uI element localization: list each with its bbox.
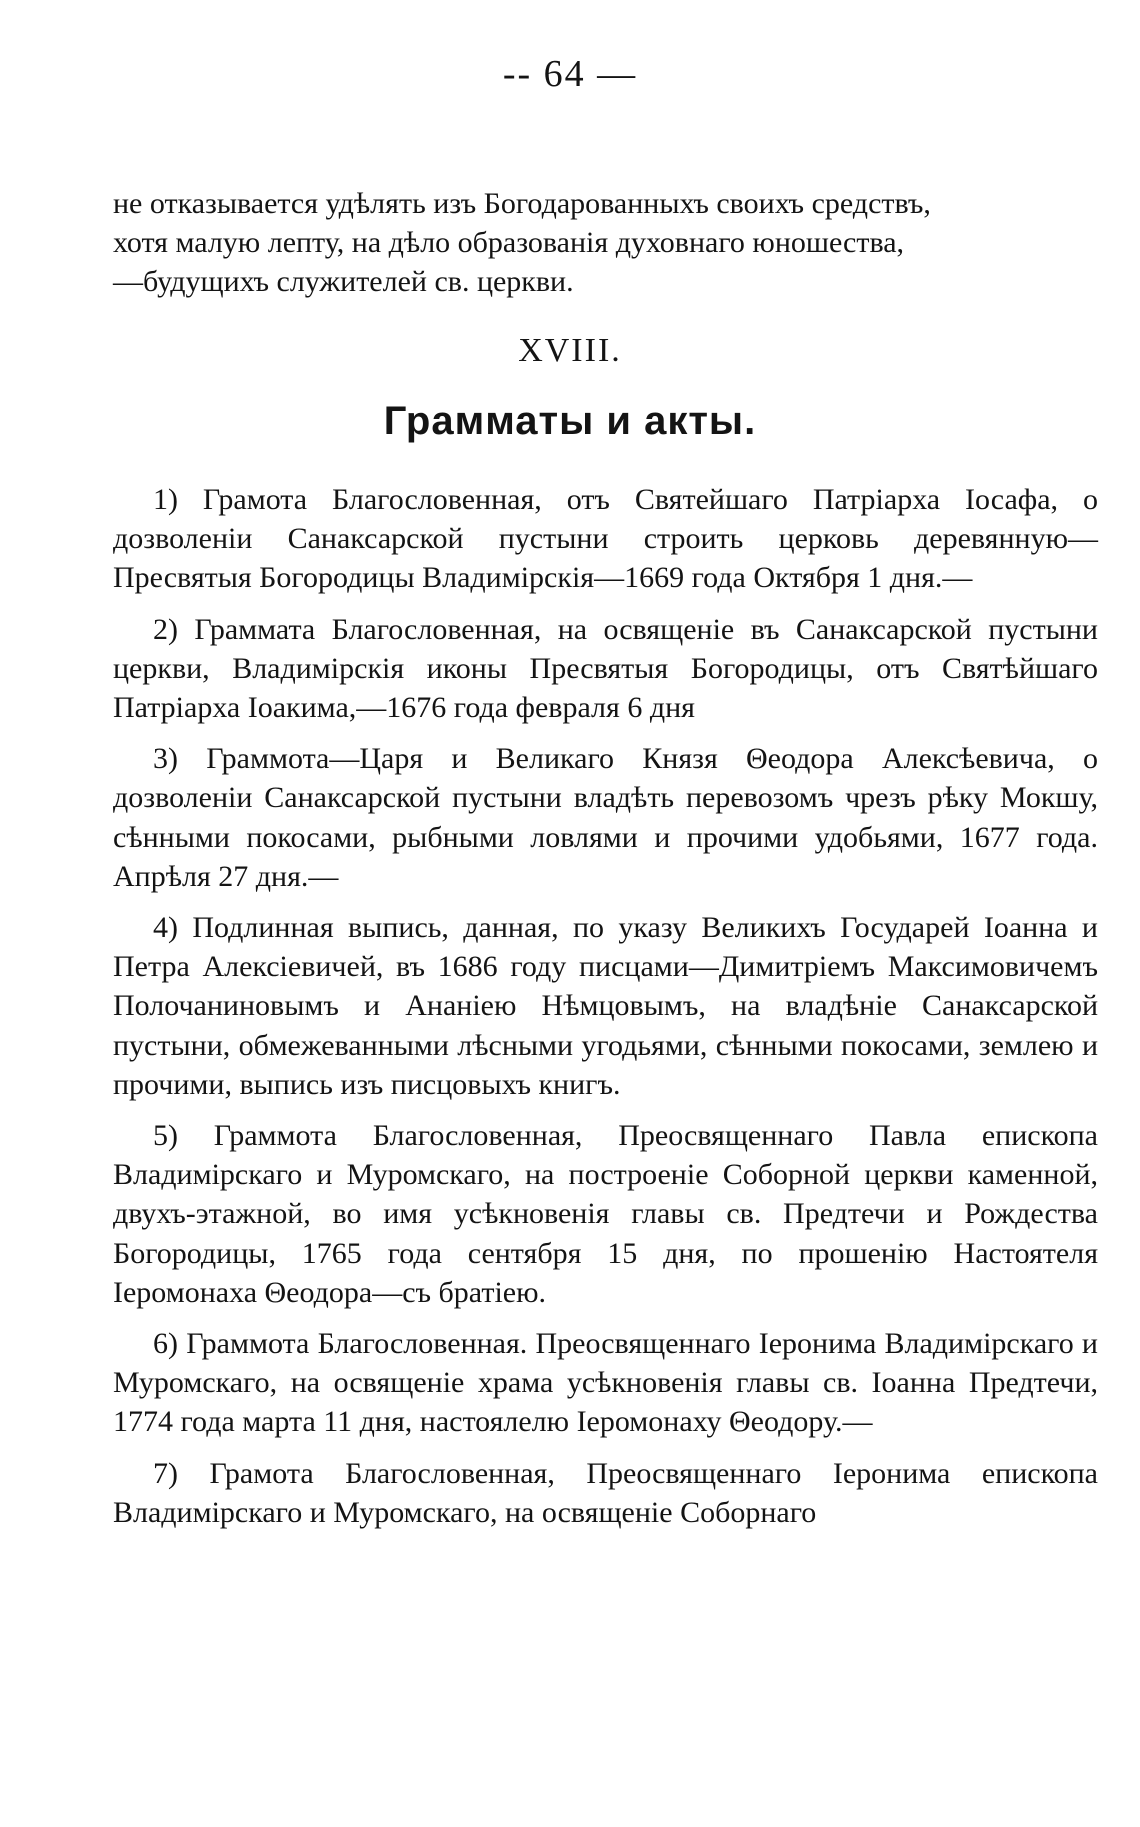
- section-numeral: XVIII.: [518, 332, 622, 369]
- entries-list: [113, 480, 1098, 1532]
- section-title: Грамматы и акты.: [383, 399, 757, 443]
- continuation-line: —будущихъ служителей св. церкви.: [113, 265, 574, 298]
- entry-6: 6) Граммота Благословенная. Преосвященнаго Іеронима Владимірскаго и Муромскаго, на освященіе храма усѣкновенія главы св. Іоанна Предтечи, 1774 года марта 11 дня, настоялелю Іеромонаху Θеодору.—: [113, 1327, 1098, 1439]
- entry-4: 4) Подлинная выпись, данная, по указу Великихъ Государей Іоанна и Петра Алексіевичей, въ 1686 году писцами—Димитріемъ Максимовичемъ Полочаниновымъ и Ананіею Нѣмцовымъ, на владѣніе Санаксарской пустыни, обмежеванными лѣсными угодьями, сѣнными покосами, землею и прочими, выпись изъ писцовыхъ книгъ.: [113, 911, 1098, 1101]
- continuation-paragraph: [113, 184, 1098, 301]
- entry-7: 7) Грамота Благословенная, Преосвященнаго Іеронима епископа Владимірскаго и Муромскаго, на освященіе Соборнаго: [113, 1456, 1098, 1529]
- entry-3: 3) Граммота—Царя и Великаго Князя Θеодора Алексѣевича, о дозволеніи Санаксарской пустыни владѣть перевозомъ чрезъ рѣку Мокшу, сѣнными покосами, рыбными ловлями и прочими удобьями, 1677 года. Апрѣля 27 дня.—: [113, 742, 1098, 893]
- entry-2: 2) Граммата Благословенная, на освященіе въ Санаксарской пустыни церкви, Владимірскія иконы Пресвятыя Богородицы, отъ Святѣйшаго Патріарха Іоакима,—1676 года февраля 6 дня: [113, 612, 1098, 725]
- continuation-line: не отказывается удѣлять изъ Богодарованныхъ своихъ средствъ,: [113, 187, 931, 220]
- continuation-line: хотя малую лепту, на дѣло образованія духовнаго юношества,: [113, 226, 905, 259]
- entry-5: 5) Граммота Благословенная, Преосвященнаго Павла епископа Владимірскаго и Муромскаго, на построеніе Соборной церкви каменной, двухъ-этажной, во имя усѣкновенія главы св. Предтечи и Рождества Богородицы, 1765 года сентября 15 дня, по прошенію Настоятеля Іеромонаха Θеодора—съ братіею.: [113, 1119, 1098, 1309]
- page-number: -- 64 —: [502, 53, 638, 95]
- entry-1: 1) Грамота Благословенная, отъ Святейшаго Патріарха Іосафа, о дозволеніи Санаксарской пустыни строить церковь деревянную—Пресвятыя Богородицы Владимірскія—1669 года Октября 1 дня.—: [113, 483, 1098, 595]
